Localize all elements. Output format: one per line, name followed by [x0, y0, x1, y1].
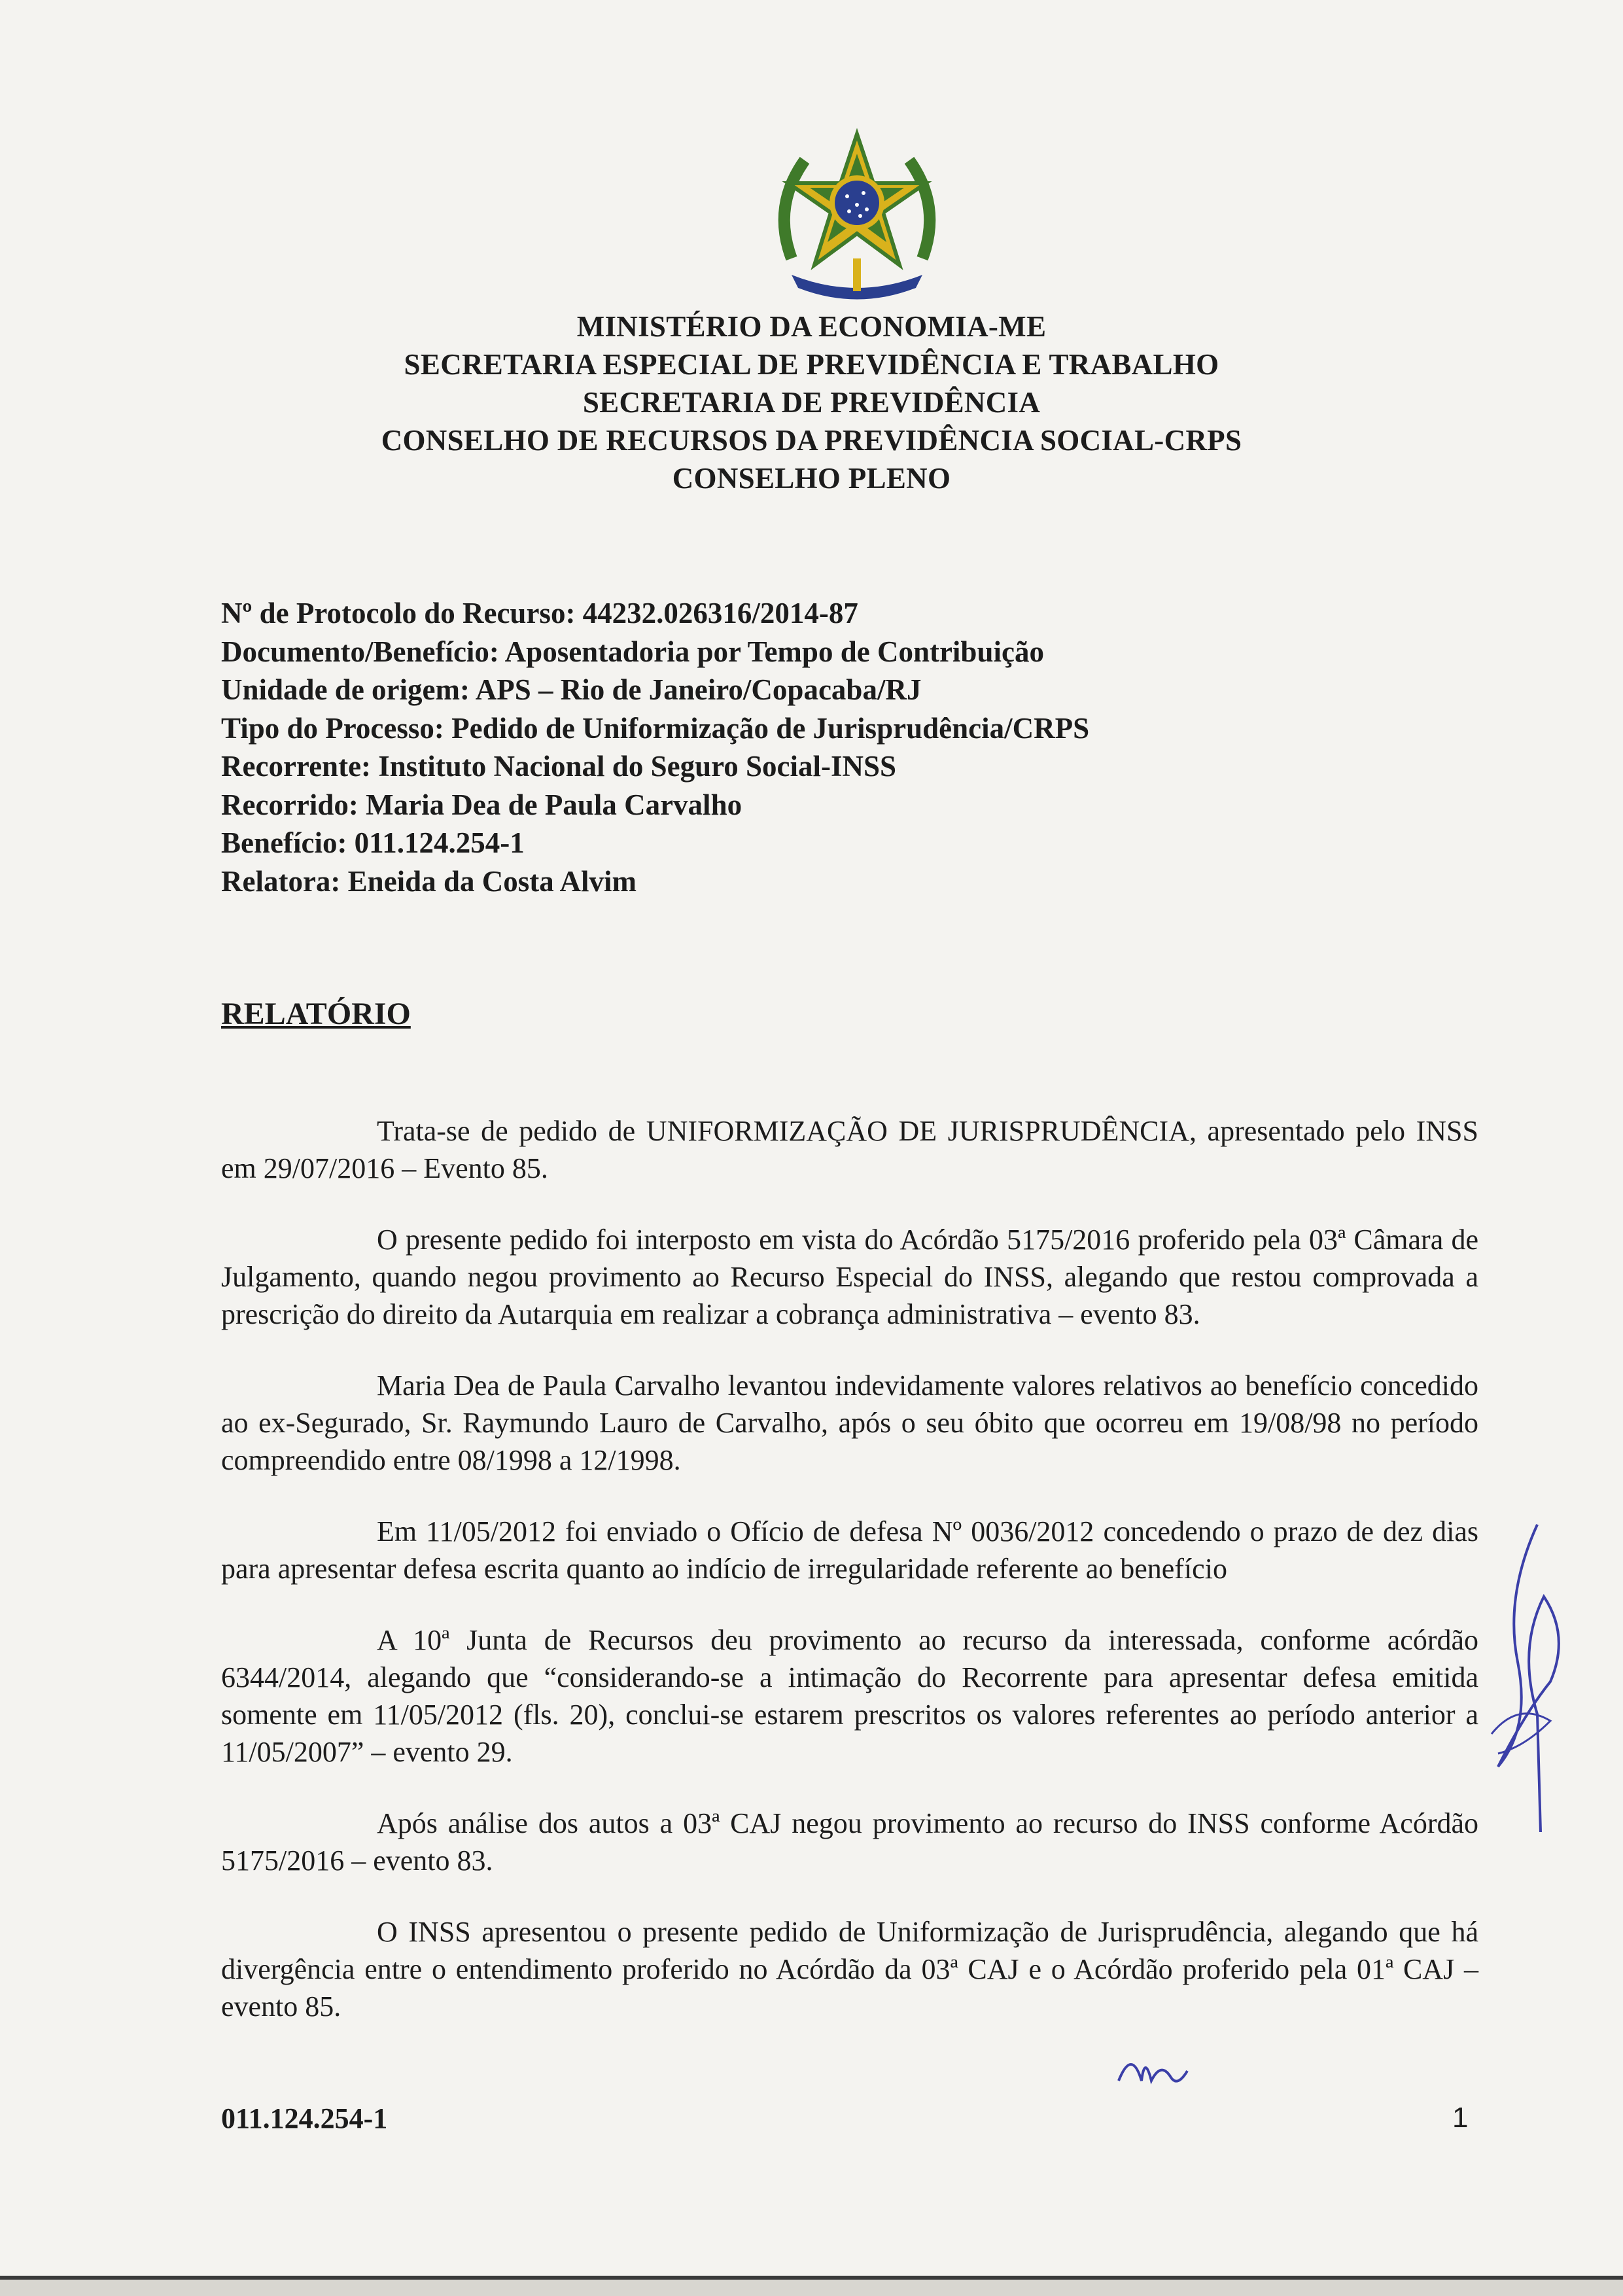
coat-of-arms-emblem [765, 128, 949, 304]
paragraph: Maria Dea de Paula Carvalho levantou indevidamente valores relativos ao benefício concedido ao ex-Segurado, Sr. Raymundo Lauro de Carvalho, após o seu óbito que ocorreu em 19/08/98 no período compreendido entre 08/1998 a 12/1998. [221, 1369, 1478, 1476]
paragraph: Após análise dos autos a 03ª CAJ negou provimento ao recurso do INSS conforme Acórdão 5175/2016 – evento 83. [221, 1807, 1478, 1877]
page-number: 1 [1452, 2102, 1469, 2134]
paragraph: Em 11/05/2012 foi enviado o Ofício de defesa Nº 0036/2012 concedendo o prazo de dez dias para apresentar defesa escrita quanto ao indício de irregularidade referente ao benefício [221, 1515, 1478, 1585]
report-body [221, 1112, 1478, 2059]
meta-tipo: Tipo do Processo: Pedido de Uniformização de Jurisprudência/CRPS [221, 711, 1090, 745]
handwritten-signature [1478, 1518, 1577, 1845]
handwritten-initials [1112, 2041, 1197, 2100]
meta-relatora: Relatora: Eneida da Costa Alvim [221, 864, 637, 898]
case-metadata [221, 594, 1464, 900]
header-council: CONSELHO DE RECURSOS DA PREVIDÊNCIA SOCIAL-CRPS [381, 424, 1242, 457]
meta-beneficio: Benefício: 011.124.254-1 [221, 826, 525, 859]
meta-documento: Documento/Benefício: Aposentadoria por Tempo de Contribuição [221, 635, 1044, 668]
paragraph: A 10ª Junta de Recursos deu provimento ao recurso da interessada, conforme acórdão 6344/2014, alegando que “considerando-se a intimação do Recorrente para apresentar defesa emitida somente em 11/05/2012 (fls. 20), conclui-se estarem prescritos os valores referentes ao período anterior a 11/05/2007” – evento 29. [221, 1624, 1478, 1768]
paragraph: O INSS apresentou o presente pedido de Uniformização de Jurisprudência, alegando que há divergência entre o entendimento proferido no Acórdão da 03ª CAJ e o Acórdão proferido pela 01ª CAJ – evento 85. [221, 1916, 1478, 2022]
meta-protocolo: Nº de Protocolo do Recurso: 44232.026316/2014-87 [221, 597, 858, 629]
paragraph: Trata-se de pedido de UNIFORMIZAÇÃO DE JURISPRUDÊNCIA, apresentado pelo INSS em 29/07/2016 – Evento 85. [221, 1115, 1478, 1184]
meta-recorrente: Recorrente: Instituto Nacional do Seguro Social-INSS [221, 750, 897, 783]
footer-reference: 011.124.254-1 [221, 2102, 388, 2134]
meta-unidade: Unidade de origem: APS – Rio de Janeiro/Copacaba/RJ [221, 673, 922, 706]
section-title: RELATÓRIO [221, 997, 411, 1031]
meta-recorrido: Recorrido: Maria Dea de Paula Carvalho [221, 788, 742, 821]
header-ministry: MINISTÉRIO DA ECONOMIA-ME [576, 310, 1047, 343]
header-plenary: CONSELHO PLENO [672, 462, 951, 495]
scan-bottom-edge [0, 2280, 1623, 2296]
header-secretariat: SECRETARIA DE PREVIDÊNCIA [582, 386, 1041, 419]
header-special-secretariat: SECRETARIA ESPECIAL DE PREVIDÊNCIA E TRABALHO [404, 348, 1219, 381]
document-header [0, 308, 1623, 497]
paragraph: O presente pedido foi interposto em vista do Acórdão 5175/2016 proferido pela 03ª Câmara de Julgamento, quando negou provimento ao Recurso Especial do INSS, alegando que restou comprovada a prescrição do direito da Autarquia em realizar a cobrança administrativa – evento 83. [221, 1224, 1478, 1330]
